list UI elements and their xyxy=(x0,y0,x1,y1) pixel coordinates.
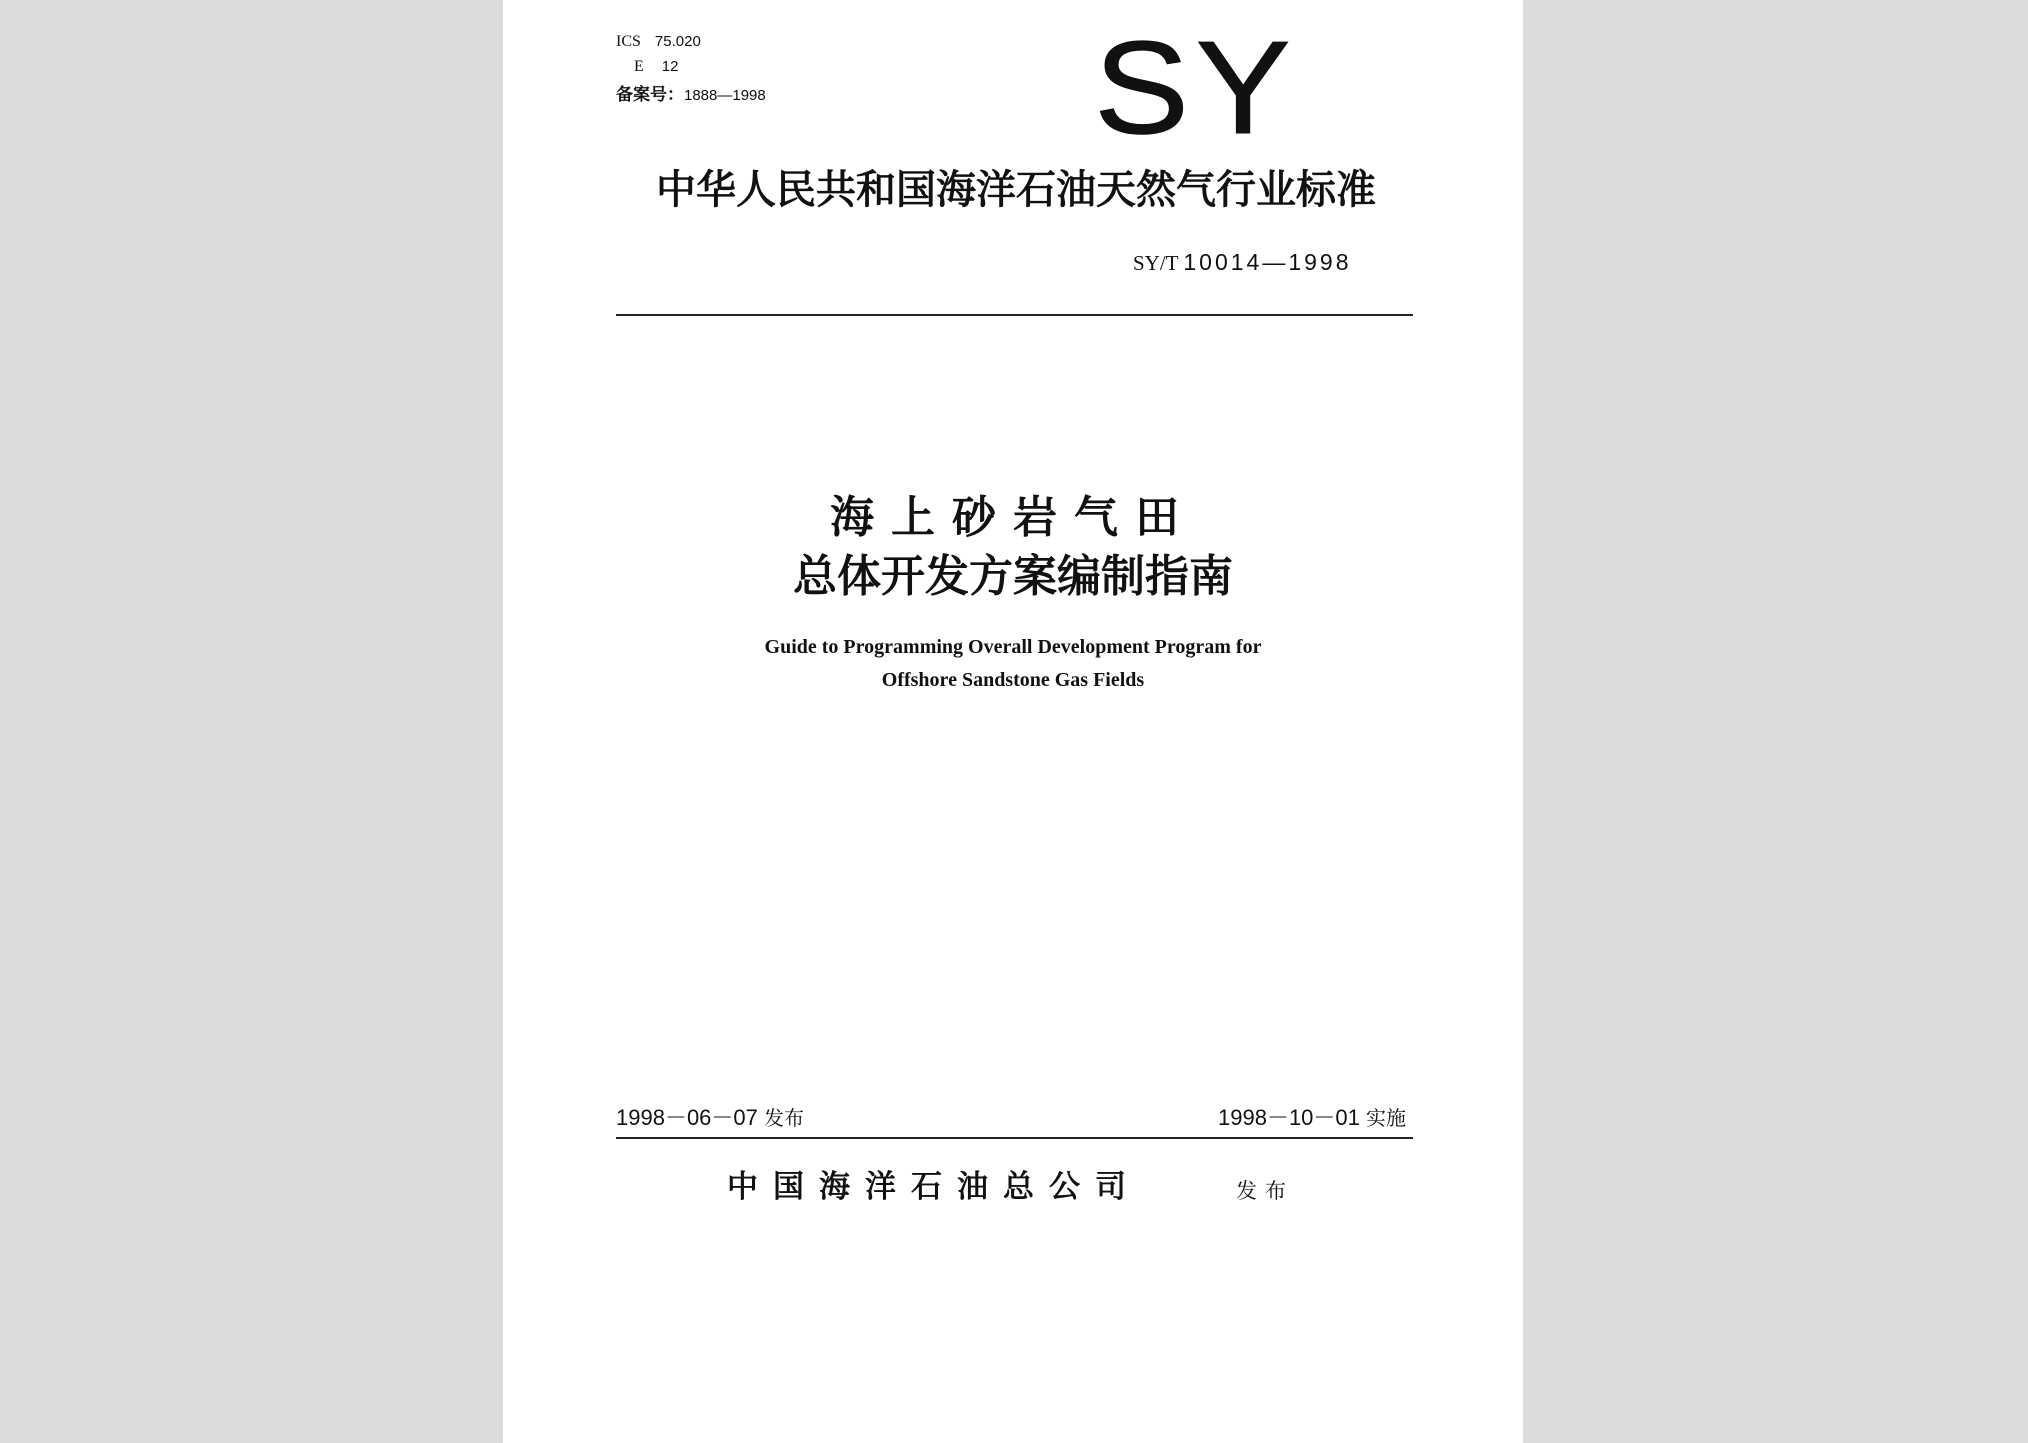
effective-label: 实施 xyxy=(1366,1106,1407,1130)
issue-label: 发布 xyxy=(764,1106,805,1130)
industry-standard-title: 中华人民共和国海洋石油天然气行业标准 xyxy=(656,167,1376,213)
sy-logo: SY xyxy=(1094,14,1298,161)
issue-date-value: 1998－06－07 xyxy=(616,1105,758,1130)
record-label: 备案号： xyxy=(616,85,684,105)
title-en-line2: Offshore Sandstone Gas Fields xyxy=(881,669,1145,691)
ics-value: 75.020 xyxy=(654,33,701,50)
document-page xyxy=(503,0,1523,1443)
title-en-line1: Guide to Programming Overall Development Program for xyxy=(764,636,1262,658)
e-value: 12 xyxy=(661,58,679,75)
record-number xyxy=(616,87,766,104)
effective-date-value: 1998－10－01 xyxy=(1218,1105,1360,1130)
header-divider xyxy=(616,314,1413,316)
publisher-name: 中国海洋石油总公司 xyxy=(727,1169,1141,1205)
standard-digits: 10014—1998 xyxy=(1183,249,1352,275)
title-cn-line2: 总体开发方案编制指南 xyxy=(793,551,1233,602)
standard-prefix: SY/T xyxy=(1133,251,1179,275)
e-label: E xyxy=(634,58,644,75)
effective-date xyxy=(1218,1107,1406,1129)
publisher-action: 发布 xyxy=(1236,1179,1294,1203)
record-value: 1888—1998 xyxy=(684,87,766,104)
standard-number xyxy=(1133,251,1352,274)
e-code xyxy=(634,59,678,75)
ics-label: ICS xyxy=(616,33,641,50)
footer-divider xyxy=(616,1137,1413,1139)
ics-code xyxy=(616,34,701,50)
issue-date xyxy=(616,1107,804,1129)
title-cn-line1: 海上砂岩气田 xyxy=(830,492,1196,543)
